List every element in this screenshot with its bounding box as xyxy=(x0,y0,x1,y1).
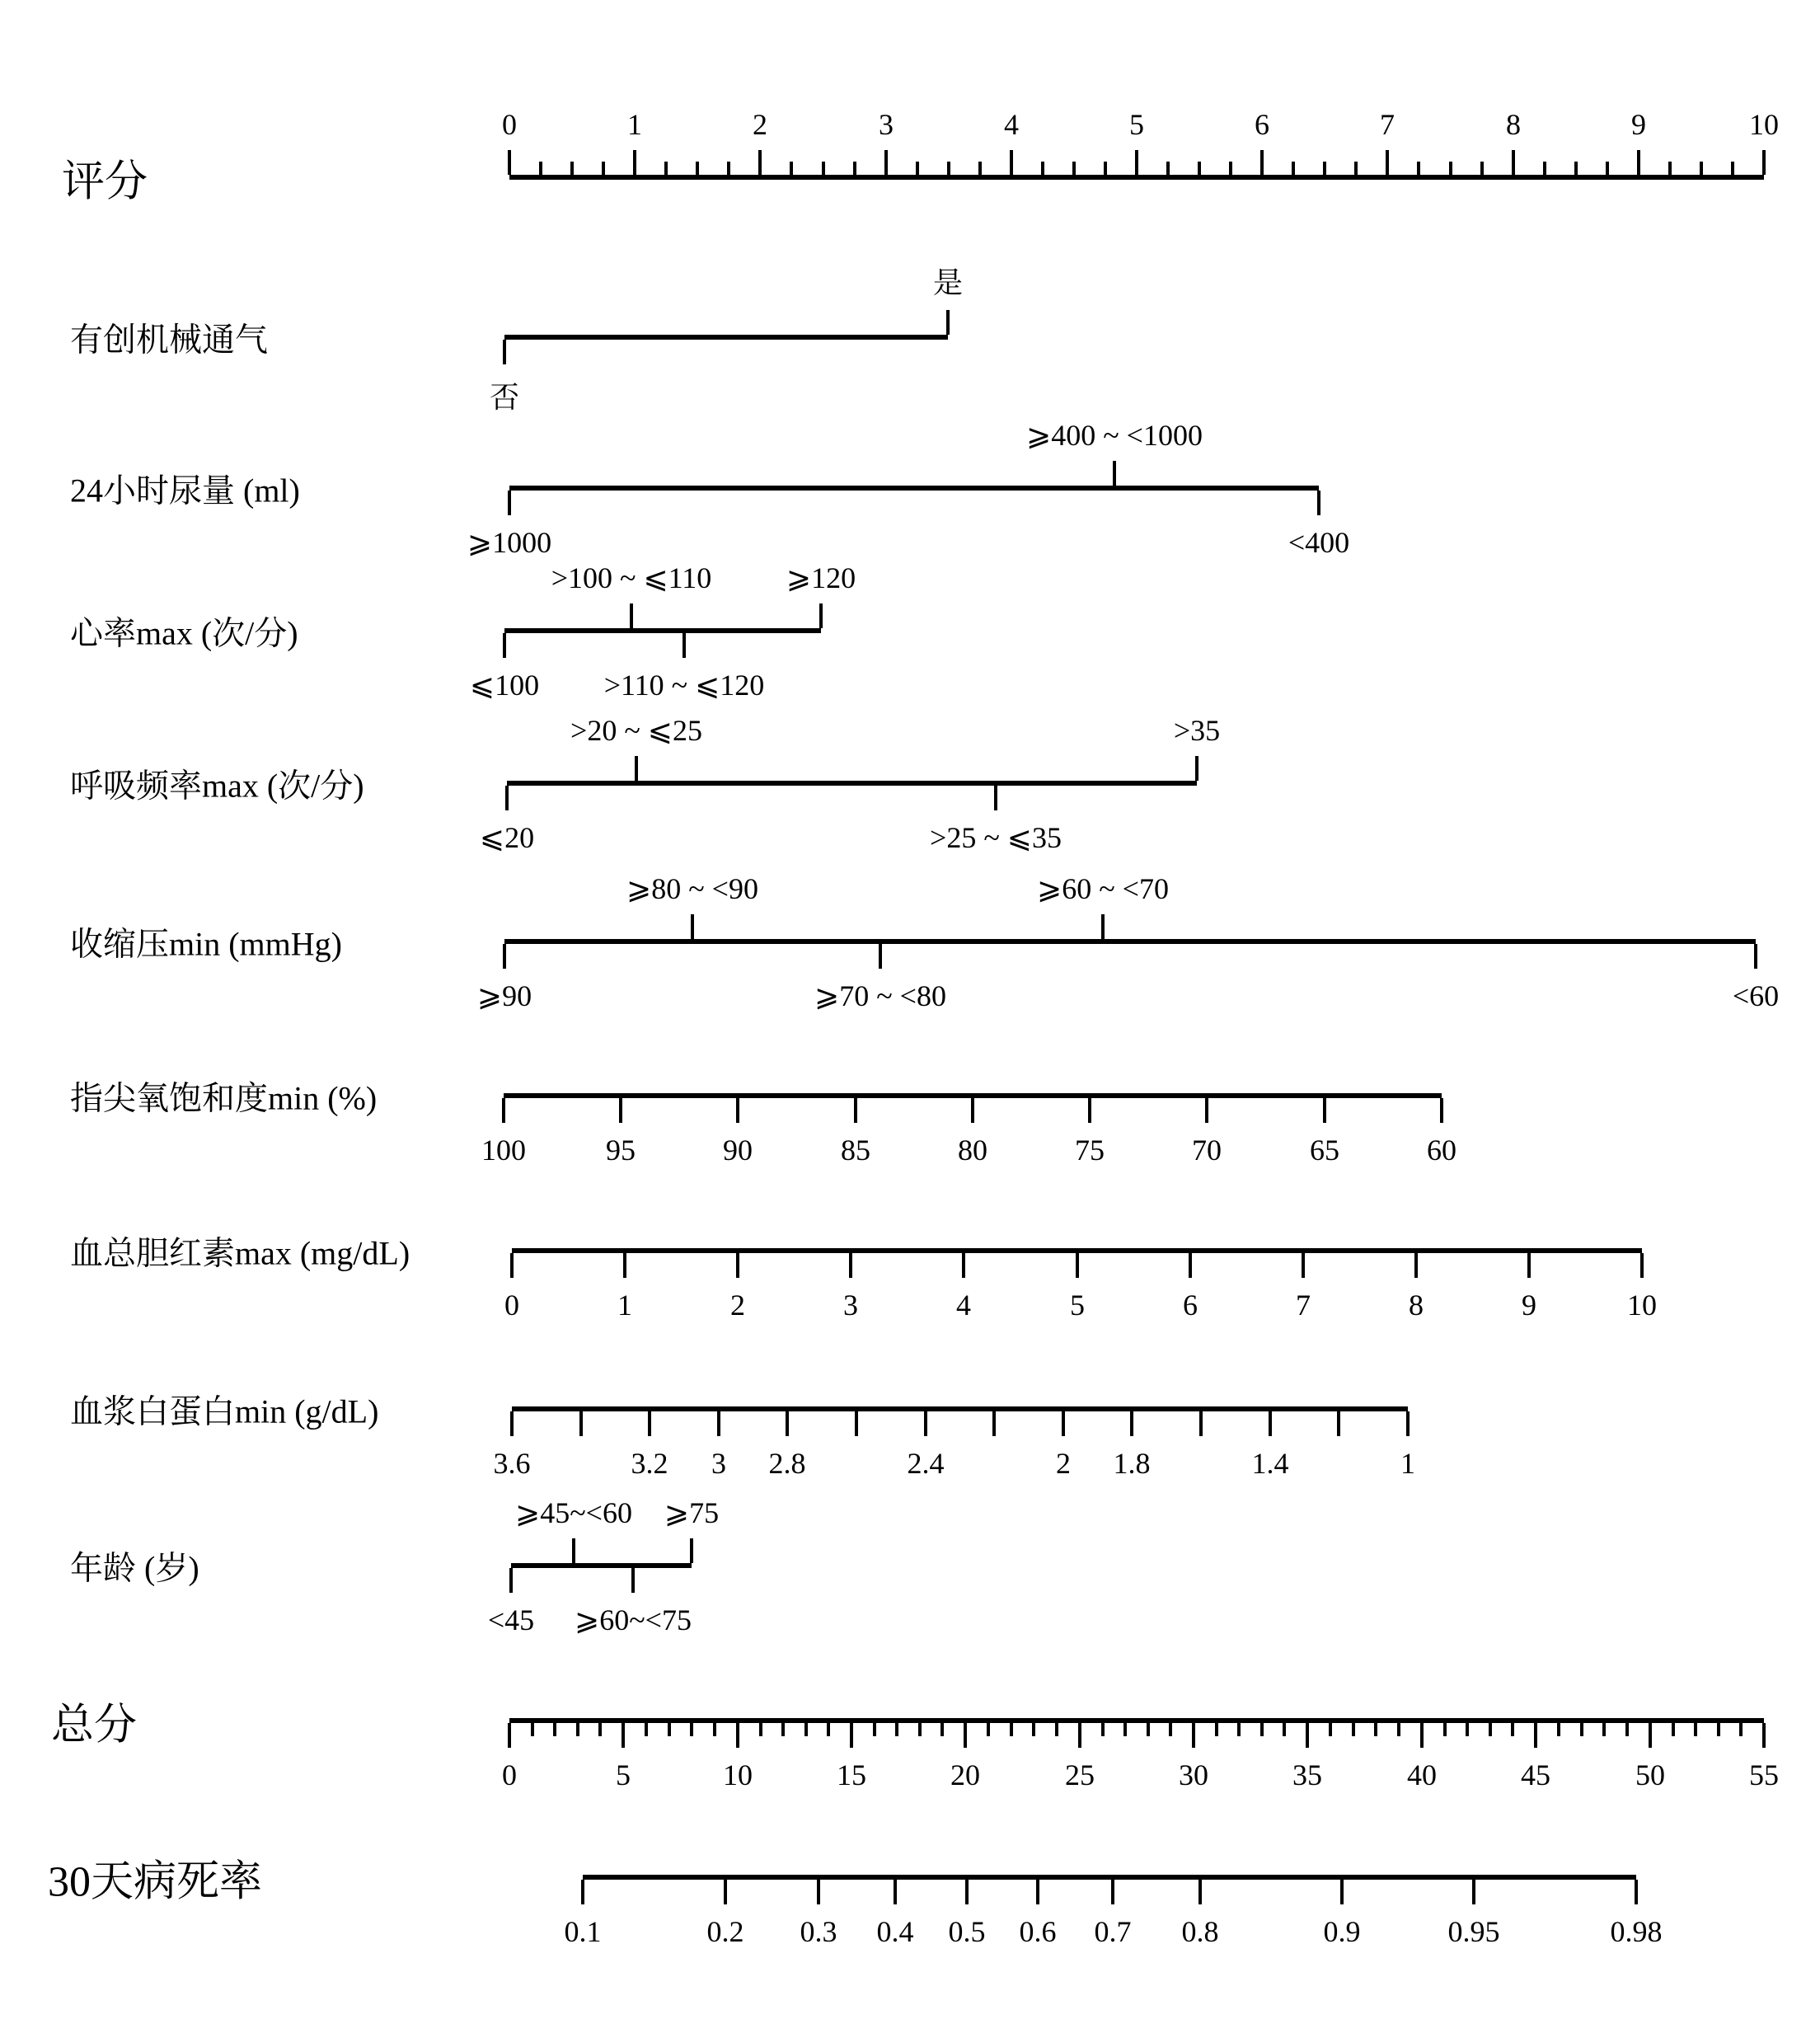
tick-mortality-30day xyxy=(894,1880,897,1904)
tick-label-total-bilirubin-max: 8 xyxy=(1409,1289,1424,1322)
tick-points xyxy=(1668,162,1672,175)
tick-label-heart-rate-max: >110 ~ ⩽120 xyxy=(603,669,765,702)
tick-total-points xyxy=(1739,1723,1743,1736)
tick-points xyxy=(822,162,825,175)
tick-label-systolic-bp-min: ⩾80 ~ <90 xyxy=(626,872,758,905)
tick-points xyxy=(758,150,762,175)
tick-total-points xyxy=(781,1723,785,1736)
tick-total-bilirubin-max xyxy=(736,1253,739,1278)
tick-total-points xyxy=(1032,1723,1035,1736)
tick-age xyxy=(572,1538,575,1563)
tick-label-albumin-min: 2 xyxy=(1056,1447,1071,1480)
tick-label-total-bilirubin-max: 2 xyxy=(730,1289,745,1322)
tick-total-points xyxy=(1466,1723,1469,1736)
tick-label-total-points: 0 xyxy=(502,1758,517,1791)
axis-line-systolic-bp-min xyxy=(504,939,1756,944)
tick-label-albumin-min: 3.2 xyxy=(631,1447,668,1480)
tick-spo2-min xyxy=(971,1098,974,1123)
row-label-total-points: 总分 xyxy=(51,1702,138,1749)
tick-points xyxy=(1574,162,1578,175)
tick-points xyxy=(978,162,982,175)
tick-albumin-min xyxy=(1199,1411,1203,1436)
row-label-mortality-30day: 30天病死率 xyxy=(48,1858,263,1906)
tick-albumin-min xyxy=(924,1411,927,1436)
tick-total-bilirubin-max xyxy=(1302,1253,1305,1278)
tick-urine-output-24h xyxy=(1317,491,1320,515)
tick-albumin-min xyxy=(1406,1411,1410,1436)
tick-total-points xyxy=(1192,1723,1195,1748)
tick-label-total-points: 35 xyxy=(1292,1758,1322,1791)
axis-line-mortality-30day xyxy=(583,1875,1636,1880)
tick-total-points xyxy=(1649,1723,1652,1748)
row-label-spo2-min: 指尖氧饱和度min (%) xyxy=(70,1079,378,1117)
tick-resp-rate-max xyxy=(994,786,997,810)
tick-label-total-points: 45 xyxy=(1521,1758,1550,1791)
tick-resp-rate-max xyxy=(635,756,638,781)
tick-label-total-points: 25 xyxy=(1065,1758,1095,1791)
tick-label-spo2-min: 60 xyxy=(1427,1134,1456,1167)
tick-label-age: ⩾60~<75 xyxy=(575,1603,692,1636)
tick-total-points xyxy=(622,1723,625,1748)
tick-label-mortality-30day: 0.9 xyxy=(1323,1915,1361,1948)
tick-points xyxy=(696,162,699,175)
tick-total-points xyxy=(1055,1723,1058,1736)
tick-label-total-points: 40 xyxy=(1407,1758,1437,1791)
tick-label-spo2-min: 100 xyxy=(481,1134,526,1167)
tick-label-spo2-min: 90 xyxy=(723,1134,753,1167)
tick-heart-rate-max xyxy=(682,633,686,658)
tick-points xyxy=(1731,162,1734,175)
tick-mortality-30day xyxy=(1111,1880,1114,1904)
row-label-ventilation: 有创机械通气 xyxy=(70,321,268,359)
tick-albumin-min xyxy=(717,1411,720,1436)
tick-total-points xyxy=(1260,1723,1264,1736)
tick-label-resp-rate-max: >35 xyxy=(1173,714,1221,747)
tick-points xyxy=(1292,162,1295,175)
tick-total-points xyxy=(1237,1723,1241,1736)
tick-label-total-points: 15 xyxy=(837,1758,866,1791)
tick-total-points xyxy=(531,1723,534,1736)
axis-line-urine-output-24h xyxy=(509,486,1319,491)
tick-ventilation xyxy=(503,340,506,364)
tick-total-bilirubin-max xyxy=(1189,1253,1192,1278)
tick-label-age: ⩾45~<60 xyxy=(515,1496,632,1529)
tick-label-total-points: 20 xyxy=(950,1758,980,1791)
tick-label-points: 1 xyxy=(627,108,642,141)
tick-label-mortality-30day: 0.1 xyxy=(564,1915,602,1948)
tick-label-resp-rate-max: >20 ~ ⩽25 xyxy=(570,714,702,747)
tick-albumin-min xyxy=(648,1411,651,1436)
tick-systolic-bp-min xyxy=(1101,914,1105,939)
tick-label-mortality-30day: 0.7 xyxy=(1094,1915,1132,1948)
tick-label-heart-rate-max: ⩽100 xyxy=(469,669,540,702)
tick-albumin-min xyxy=(1269,1411,1272,1436)
tick-total-points xyxy=(713,1723,716,1736)
tick-total-points xyxy=(850,1723,853,1748)
tick-mortality-30day xyxy=(724,1880,727,1904)
tick-mortality-30day xyxy=(581,1880,584,1904)
tick-label-total-points: 30 xyxy=(1179,1758,1208,1791)
tick-mortality-30day xyxy=(1472,1880,1475,1904)
tick-total-points xyxy=(1443,1723,1447,1736)
tick-spo2-min xyxy=(1205,1098,1208,1123)
tick-mortality-30day xyxy=(1635,1880,1638,1904)
tick-label-total-points: 10 xyxy=(723,1758,753,1791)
tick-total-points xyxy=(1694,1723,1697,1736)
tick-albumin-min xyxy=(1130,1411,1133,1436)
row-label-total-bilirubin-max: 血总胆红素max (mg/dL) xyxy=(70,1234,410,1272)
axis-line-albumin-min xyxy=(512,1406,1408,1411)
tick-points xyxy=(1229,162,1232,175)
tick-total-points xyxy=(827,1723,830,1736)
tick-points xyxy=(727,162,730,175)
tick-albumin-min xyxy=(579,1411,583,1436)
row-label-urine-output-24h: 24小时尿量 (ml) xyxy=(70,472,300,509)
tick-heart-rate-max xyxy=(819,603,823,628)
tick-points xyxy=(1512,150,1515,175)
tick-label-systolic-bp-min: ⩾90 xyxy=(476,979,532,1012)
tick-label-spo2-min: 95 xyxy=(606,1134,636,1167)
tick-label-mortality-30day: 0.3 xyxy=(800,1915,837,1948)
tick-label-mortality-30day: 0.8 xyxy=(1181,1915,1219,1948)
tick-total-points xyxy=(1101,1723,1105,1736)
tick-label-total-points: 50 xyxy=(1635,1758,1665,1791)
tick-systolic-bp-min xyxy=(691,914,694,939)
tick-label-points: 3 xyxy=(879,108,894,141)
tick-label-points: 10 xyxy=(1749,108,1779,141)
tick-label-total-bilirubin-max: 1 xyxy=(617,1289,632,1322)
row-label-resp-rate-max: 呼吸频率max (次/分) xyxy=(70,767,364,805)
tick-label-spo2-min: 70 xyxy=(1192,1134,1222,1167)
tick-urine-output-24h xyxy=(508,491,511,515)
tick-total-points xyxy=(1169,1723,1172,1736)
tick-total-points xyxy=(736,1723,739,1748)
tick-label-total-bilirubin-max: 4 xyxy=(956,1289,971,1322)
tick-total-points xyxy=(690,1723,693,1736)
tick-points xyxy=(853,162,856,175)
tick-label-total-bilirubin-max: 3 xyxy=(843,1289,858,1322)
tick-total-points xyxy=(1511,1723,1514,1736)
tick-points xyxy=(1104,162,1107,175)
tick-label-points: 9 xyxy=(1631,108,1646,141)
tick-points xyxy=(1354,162,1358,175)
tick-points xyxy=(790,162,793,175)
tick-label-albumin-min: 2.4 xyxy=(907,1447,945,1480)
tick-total-points xyxy=(598,1723,602,1736)
tick-label-total-bilirubin-max: 5 xyxy=(1070,1289,1085,1322)
tick-label-resp-rate-max: >25 ~ ⩽35 xyxy=(930,821,1062,854)
tick-mortality-30day xyxy=(965,1880,969,1904)
tick-label-mortality-30day: 0.2 xyxy=(706,1915,744,1948)
tick-label-heart-rate-max: >100 ~ ⩽110 xyxy=(551,561,712,594)
tick-points xyxy=(1198,162,1201,175)
tick-label-urine-output-24h: <400 xyxy=(1288,526,1350,559)
tick-label-total-points: 5 xyxy=(616,1758,631,1791)
tick-points xyxy=(1417,162,1420,175)
tick-systolic-bp-min xyxy=(503,944,506,969)
tick-urine-output-24h xyxy=(1113,461,1116,486)
row-label-points: 评分 xyxy=(62,158,148,206)
tick-label-points: 0 xyxy=(502,108,517,141)
tick-total-points xyxy=(940,1723,944,1736)
tick-total-bilirubin-max xyxy=(510,1253,514,1278)
tick-mortality-30day xyxy=(1340,1880,1344,1904)
tick-points xyxy=(884,150,888,175)
tick-total-points xyxy=(1123,1723,1127,1736)
tick-points xyxy=(1543,162,1546,175)
tick-label-albumin-min: 1 xyxy=(1400,1447,1415,1480)
tick-label-mortality-30day: 0.98 xyxy=(1610,1915,1663,1948)
tick-total-points xyxy=(1557,1723,1560,1736)
tick-points xyxy=(947,162,950,175)
axis-line-ventilation xyxy=(504,335,948,340)
tick-points xyxy=(633,150,636,175)
tick-label-points: 5 xyxy=(1129,108,1144,141)
tick-resp-rate-max xyxy=(1195,756,1198,781)
tick-total-points xyxy=(1010,1723,1013,1736)
tick-label-total-bilirubin-max: 6 xyxy=(1183,1289,1198,1322)
tick-label-spo2-min: 65 xyxy=(1310,1134,1339,1167)
tick-label-total-bilirubin-max: 0 xyxy=(504,1289,519,1322)
tick-label-urine-output-24h: ⩾400 ~ <1000 xyxy=(1026,419,1203,452)
tick-systolic-bp-min xyxy=(879,944,882,969)
tick-total-points xyxy=(873,1723,876,1736)
tick-points xyxy=(1606,162,1609,175)
tick-label-albumin-min: 1.8 xyxy=(1113,1447,1151,1480)
tick-label-urine-output-24h: ⩾1000 xyxy=(467,526,552,559)
tick-total-points xyxy=(1397,1723,1400,1736)
tick-label-points: 4 xyxy=(1004,108,1019,141)
tick-total-points xyxy=(1329,1723,1332,1736)
tick-label-albumin-min: 2.8 xyxy=(768,1447,806,1480)
tick-points xyxy=(1072,162,1076,175)
tick-spo2-min xyxy=(619,1098,622,1123)
tick-points xyxy=(602,162,605,175)
tick-points xyxy=(1700,162,1703,175)
tick-label-albumin-min: 3.6 xyxy=(493,1447,531,1480)
tick-points xyxy=(1260,150,1264,175)
tick-total-points xyxy=(1215,1723,1218,1736)
tick-points xyxy=(508,150,511,175)
tick-points xyxy=(664,162,668,175)
tick-total-points xyxy=(1374,1723,1377,1736)
tick-heart-rate-max xyxy=(503,633,506,658)
tick-label-mortality-30day: 0.5 xyxy=(948,1915,986,1948)
tick-label-total-points: 55 xyxy=(1749,1758,1779,1791)
tick-resp-rate-max xyxy=(505,786,509,810)
tick-total-points xyxy=(918,1723,922,1736)
tick-total-bilirubin-max xyxy=(623,1253,626,1278)
tick-label-spo2-min: 85 xyxy=(841,1134,870,1167)
tick-spo2-min xyxy=(1440,1098,1443,1123)
tick-mortality-30day xyxy=(817,1880,820,1904)
tick-label-ventilation: 是 xyxy=(932,266,964,299)
tick-points xyxy=(1637,150,1640,175)
tick-points xyxy=(916,162,919,175)
tick-total-points xyxy=(1283,1723,1286,1736)
tick-total-points xyxy=(1580,1723,1583,1736)
axis-line-resp-rate-max xyxy=(507,781,1197,786)
row-label-heart-rate-max: 心率max (次/分) xyxy=(70,614,298,652)
tick-total-points xyxy=(987,1723,990,1736)
tick-label-points: 8 xyxy=(1506,108,1521,141)
axis-line-age xyxy=(511,1563,692,1568)
tick-points xyxy=(1449,162,1452,175)
tick-total-points xyxy=(553,1723,556,1736)
row-label-albumin-min: 血浆白蛋白min (g/dL) xyxy=(70,1392,379,1430)
tick-total-points xyxy=(508,1723,511,1748)
tick-total-points xyxy=(1625,1723,1629,1736)
axis-line-heart-rate-max xyxy=(504,628,821,633)
tick-albumin-min xyxy=(786,1411,789,1436)
tick-total-points xyxy=(1717,1723,1720,1736)
tick-albumin-min xyxy=(1062,1411,1065,1436)
tick-total-points xyxy=(1147,1723,1150,1736)
tick-total-bilirubin-max xyxy=(962,1253,965,1278)
tick-points xyxy=(1041,162,1044,175)
tick-label-total-bilirubin-max: 10 xyxy=(1627,1289,1657,1322)
tick-total-points xyxy=(1534,1723,1537,1748)
tick-total-bilirubin-max xyxy=(849,1253,852,1278)
tick-systolic-bp-min xyxy=(1754,944,1757,969)
row-label-age: 年龄 (岁) xyxy=(70,1549,199,1587)
tick-points xyxy=(1762,150,1766,175)
tick-spo2-min xyxy=(854,1098,857,1123)
tick-label-ventilation: 否 xyxy=(489,381,520,414)
tick-label-total-bilirubin-max: 7 xyxy=(1296,1289,1311,1322)
tick-label-points: 2 xyxy=(753,108,767,141)
tick-spo2-min xyxy=(1323,1098,1326,1123)
tick-label-spo2-min: 75 xyxy=(1075,1134,1105,1167)
tick-total-points xyxy=(668,1723,671,1736)
tick-albumin-min xyxy=(992,1411,996,1436)
tick-total-points xyxy=(1352,1723,1355,1736)
tick-points xyxy=(1010,150,1013,175)
row-label-systolic-bp-min: 收缩压min (mmHg) xyxy=(70,925,342,963)
tick-label-albumin-min: 3 xyxy=(711,1447,726,1480)
tick-total-points xyxy=(1762,1723,1766,1748)
tick-total-points xyxy=(759,1723,762,1736)
tick-total-points xyxy=(964,1723,967,1748)
tick-albumin-min xyxy=(510,1411,514,1436)
tick-total-points xyxy=(895,1723,898,1736)
tick-total-points xyxy=(1489,1723,1492,1736)
tick-points xyxy=(570,162,574,175)
tick-total-points xyxy=(1672,1723,1675,1736)
tick-total-points xyxy=(1602,1723,1606,1736)
tick-label-systolic-bp-min: <60 xyxy=(1732,979,1780,1012)
tick-points xyxy=(1166,162,1170,175)
axis-line-points xyxy=(509,175,1764,180)
tick-total-points xyxy=(576,1723,579,1736)
tick-age xyxy=(690,1538,693,1563)
tick-label-points: 6 xyxy=(1255,108,1269,141)
tick-label-systolic-bp-min: ⩾70 ~ <80 xyxy=(814,979,946,1012)
tick-total-points xyxy=(645,1723,648,1736)
tick-total-points xyxy=(1078,1723,1081,1748)
tick-albumin-min xyxy=(855,1411,858,1436)
tick-age xyxy=(509,1568,513,1593)
tick-total-bilirubin-max xyxy=(1527,1253,1531,1278)
axis-line-total-points xyxy=(509,1718,1764,1723)
tick-label-points: 7 xyxy=(1380,108,1395,141)
tick-points xyxy=(1480,162,1484,175)
tick-spo2-min xyxy=(1088,1098,1091,1123)
tick-ventilation xyxy=(946,310,950,335)
tick-age xyxy=(631,1568,635,1593)
tick-label-mortality-30day: 0.6 xyxy=(1019,1915,1057,1948)
tick-points xyxy=(1386,150,1389,175)
tick-label-age: <45 xyxy=(487,1603,535,1636)
tick-total-bilirubin-max xyxy=(1640,1253,1644,1278)
tick-label-total-bilirubin-max: 9 xyxy=(1522,1289,1536,1322)
tick-label-mortality-30day: 0.4 xyxy=(876,1915,914,1948)
tick-heart-rate-max xyxy=(630,603,633,628)
tick-total-bilirubin-max xyxy=(1076,1253,1079,1278)
tick-mortality-30day xyxy=(1198,1880,1202,1904)
tick-total-points xyxy=(1306,1723,1309,1748)
tick-label-albumin-min: 1.4 xyxy=(1251,1447,1289,1480)
tick-points xyxy=(539,162,542,175)
tick-points xyxy=(1135,150,1138,175)
tick-label-resp-rate-max: ⩽20 xyxy=(479,821,535,854)
tick-albumin-min xyxy=(1337,1411,1340,1436)
tick-spo2-min xyxy=(502,1098,505,1123)
tick-total-points xyxy=(1420,1723,1424,1748)
tick-mortality-30day xyxy=(1036,1880,1039,1904)
tick-label-age: ⩾75 xyxy=(664,1496,720,1529)
tick-label-systolic-bp-min: ⩾60 ~ <70 xyxy=(1037,872,1169,905)
tick-points xyxy=(1323,162,1326,175)
tick-label-heart-rate-max: ⩾120 xyxy=(786,561,856,594)
tick-spo2-min xyxy=(736,1098,739,1123)
tick-total-points xyxy=(804,1723,808,1736)
tick-label-spo2-min: 80 xyxy=(958,1134,987,1167)
tick-total-bilirubin-max xyxy=(1414,1253,1418,1278)
tick-label-mortality-30day: 0.95 xyxy=(1447,1915,1500,1948)
